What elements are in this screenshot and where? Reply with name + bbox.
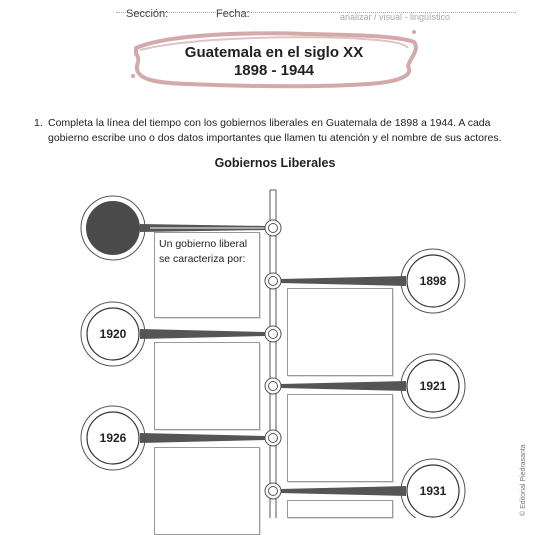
answer-box-1898[interactable] xyxy=(287,288,393,376)
date-label: Fecha: xyxy=(216,8,250,20)
intro-box-text: Un gobierno liberal se caracteriza por: xyxy=(159,238,248,265)
answer-box-1920[interactable] xyxy=(154,342,260,430)
year-label-1931: 1931 xyxy=(419,484,447,498)
instruction-text: Completa la línea del tiempo con los gobiernos liberales en Guatemala de 1898 a 1944. A cada gobierno escribe uno o dos datos importantes que llamen tu atención y el nombre de sus actores. xyxy=(48,117,502,144)
intro-box[interactable] xyxy=(154,232,260,318)
publisher-credit: © Editorial Piedrasanta xyxy=(520,444,527,516)
year-label-1926: 1926 xyxy=(99,431,127,445)
year-label-1920: 1920 xyxy=(99,327,127,341)
answer-box-1931[interactable] xyxy=(287,500,393,518)
answer-box-1921[interactable] xyxy=(287,394,393,482)
timeline-title: Gobiernos Liberales xyxy=(214,156,336,170)
skills-label: analizar / visual - lingüístico xyxy=(340,12,451,22)
title-line-1: Guatemala en el siglo XX xyxy=(184,44,364,61)
answer-box-1926[interactable] xyxy=(154,447,260,535)
instruction-number: 1. xyxy=(34,117,43,129)
section-label: Sección: xyxy=(126,8,169,20)
title-line-2: 1898 - 1944 xyxy=(233,62,315,79)
year-label-1921: 1921 xyxy=(419,379,447,393)
year-label-1898: 1898 xyxy=(419,274,447,288)
